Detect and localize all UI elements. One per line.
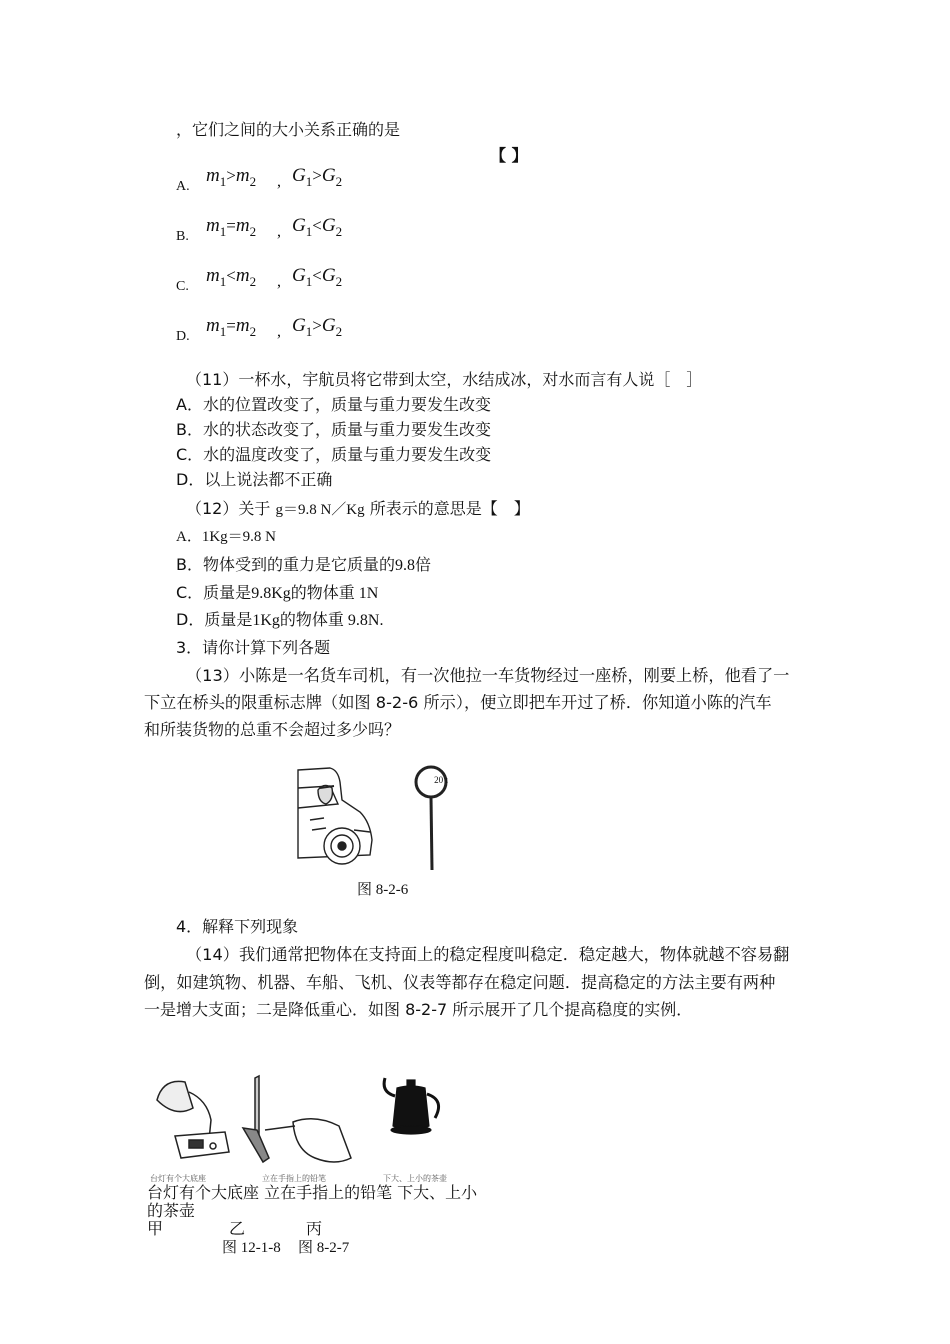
q10-option-label: C. [176,279,189,294]
teapot-tiny-label: 下大、上小的茶壶 [383,1174,447,1183]
pencil-tiny-label: 立在手指上的铅笔 [262,1174,326,1183]
q12-option-b [176,552,431,575]
figure-8-2-6-caption: 图 8-2-6 [357,882,409,898]
q12-stem-post: 所表示的意思是【 】 [369,499,530,518]
q12-option-b-num: 9.8 [394,557,415,574]
q14-line-2: 倒，如建筑物、机器、车船、飞机、仪表等都存在稳定问题．提高稳定的方法主要有两种 [144,973,776,992]
q10-option-label: D. [176,329,190,344]
q12-formula: g＝9.8 N／Kg [275,502,365,518]
pencil-on-finger-drawing [243,1076,351,1162]
q12-option-d-pre: D．质量是 [176,610,253,629]
label-jia: 甲 [147,1219,164,1238]
label-bing: 丙 [306,1219,323,1238]
weight-limit-sign-text: 20 t [434,775,448,785]
lamp-tiny-label: 台灯有个大底座 [150,1174,206,1183]
truck-drawing [298,768,372,864]
q11-option-c: C．水的温度改变了，质量与重力要发生改变 [176,445,492,464]
q12-option-c-post: 的物体重 1N [290,585,379,602]
q12-option-d [176,607,383,630]
q13-line-1: （13）小陈是一名货车司机，有一次他拉一车货物经过一座桥，刚要上桥，他看了一 [186,666,790,685]
label-yi: 乙 [229,1219,246,1238]
q10-stem: ，它们之间的大小关系正确的是 [176,120,401,139]
section-4-title: 4．解释下列现象 [176,917,299,936]
q10-option-weight-relation: $G_1>G_2$ [292,315,343,339]
q12-option-d-post: 的物体重 9.8N. [279,612,384,629]
q10-option-mass-relation: $m_1>m_2$ [206,165,257,189]
teapot-drawing [384,1078,438,1134]
q10-option-label: A. [176,179,190,194]
q11-stem: （11）一杯水，宇航员将它带到太空，水结成冰，对水而言有人说［ ］ [186,370,703,389]
stability-figure [145,1070,465,1175]
q10-option-weight-relation: $G_1>G_2$ [292,165,343,189]
q10-option-comma: , [277,323,281,340]
q14-line-1: （14）我们通常把物体在支持面上的稳定程度叫稳定．稳定越大，物体就越不容易翻 [186,945,790,964]
q10-option-comma: , [277,273,281,290]
q12-option-a: A．1Kg＝9.8 N [176,529,276,545]
q12-option-c-pre: C．质量是 [176,583,252,602]
q12-option-d-num: 1Kg [252,612,280,629]
q10-option-weight-relation: $G_1<G_2$ [292,215,343,239]
q10-option-comma: , [277,223,281,240]
figure-12-1-8-caption: 图 12-1-8 [222,1240,281,1256]
q10-option-mass-relation: $m_1=m_2$ [206,215,257,239]
figure-caption-line-2: 的茶壶 [147,1201,196,1220]
q12-option-b-post: 倍 [414,555,431,574]
q10-answer-bracket: 【 】 [490,146,528,165]
desk-lamp-drawing [157,1081,229,1158]
q12-stem-pre: （12）关于 [186,499,271,518]
q14-line-3: 一是增大支面；二是降低重心．如图 8-2-7 所示展开了几个提高稳度的实例． [144,1000,693,1019]
q12-option-c [176,580,378,603]
q10-option-label: B. [176,229,189,244]
q11-option-a: A．水的位置改变了，质量与重力要发生改变 [176,395,491,414]
q12-option-c-num: 9.8Kg [251,585,291,602]
q10-option-mass-relation: $m_1<m_2$ [206,265,257,289]
q10-option-weight-relation: $G_1<G_2$ [292,265,343,289]
figure-8-2-7-caption: 图 8-2-7 [298,1240,350,1256]
q11-option-b: B．水的状态改变了，质量与重力要发生改变 [176,420,491,439]
section-3-title: 3．请你计算下列各题 [176,638,331,657]
q12-option-b-pre: B．物体受到的重力是它质量的 [176,555,395,574]
figure-caption-line-1: 台灯有个大底座 立在手指上的铅笔 下大、上小 [147,1183,478,1202]
q12-stem [186,496,530,519]
q10-option-mass-relation: $m_1=m_2$ [206,315,257,339]
q13-line-3: 和所装货物的总重不会超过多少吗？ [144,720,401,739]
q11-option-d: D．以上说法都不正确 [176,470,333,489]
q10-option-comma: , [277,173,281,190]
q13-line-2: 下立在桥头的限重标志牌（如图 8-2-6 所示），便立即把车开过了桥．你知道小陈的汽车 [144,693,772,712]
